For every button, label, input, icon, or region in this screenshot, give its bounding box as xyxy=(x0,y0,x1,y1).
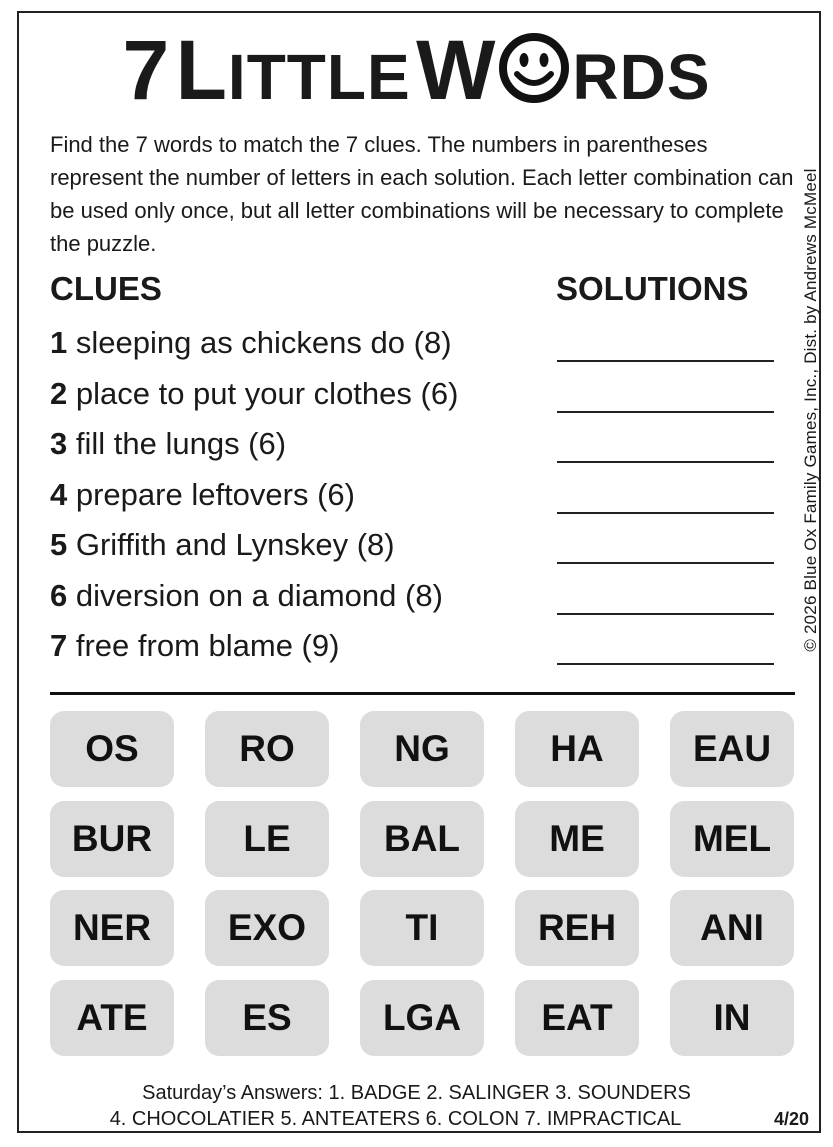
letter-tile[interactable]: ATE xyxy=(50,980,174,1056)
title-w: W xyxy=(416,23,497,117)
clue-text: diversion on a diamond (8) xyxy=(67,577,443,613)
puzzle-date: 4/20 xyxy=(774,1109,810,1129)
letter-tile[interactable]: NG xyxy=(360,711,484,787)
clue-text: Griffith and Lynskey (8) xyxy=(67,527,395,562)
letter-tile[interactable]: HA xyxy=(515,711,639,787)
divider xyxy=(50,692,795,695)
letter-tile[interactable]: LE xyxy=(205,801,329,877)
solution-blank-4[interactable] xyxy=(557,512,774,514)
letter-tile[interactable]: ME xyxy=(515,801,639,877)
clue-4 xyxy=(50,477,355,513)
clue-number: 5 xyxy=(50,527,68,562)
solution-blank-3[interactable] xyxy=(557,461,774,463)
clue-3 xyxy=(50,426,286,462)
answers-line-2: 4. CHOCOLATIER 5. ANTEATERS 6. COLON 7. IMPRACTICAL xyxy=(109,1108,682,1130)
letter-tile[interactable]: ES xyxy=(205,980,329,1056)
letter-tile[interactable]: EXO xyxy=(205,890,329,966)
letter-tile[interactable]: EAU xyxy=(670,711,794,787)
clue-number: 2 xyxy=(50,375,68,411)
clue-6 xyxy=(50,578,443,614)
clues-heading: CLUES xyxy=(50,270,162,307)
letter-tile[interactable]: REH xyxy=(515,890,639,966)
title-digit: 7 xyxy=(122,23,171,117)
copyright-credit: © 2026 Blue Ox Family Games, Inc., Dist. by Andrews McMeel xyxy=(801,168,820,652)
smiley-face-icon xyxy=(498,32,570,104)
clue-number: 1 xyxy=(50,325,68,360)
clue-text: prepare leftovers (6) xyxy=(67,476,355,512)
answers-line-1: Saturday’s Answers: 1. BADGE 2. SALINGER 3. SOUNDERS xyxy=(142,1082,691,1104)
puzzle-title xyxy=(0,23,833,117)
instructions: Find the 7 words to match the 7 clues. The numbers in parentheses represent the number of letters in each solution. Each letter combination can be used only once, but all letter combinations will be necessary to complete the puzzle. xyxy=(50,132,794,256)
letter-tile[interactable]: BAL xyxy=(360,801,484,877)
letter-tile[interactable]: LGA xyxy=(360,980,484,1056)
letter-tile[interactable]: ANI xyxy=(670,890,794,966)
solution-blank-5[interactable] xyxy=(557,562,774,564)
clue-text: place to put your clothes (6) xyxy=(67,375,459,411)
previous-answers xyxy=(0,1080,833,1132)
solution-blank-6[interactable] xyxy=(557,613,774,615)
clue-text: free from blame (9) xyxy=(67,628,340,663)
clue-7 xyxy=(50,628,339,664)
clue-text: fill the lungs (6) xyxy=(67,426,287,461)
clue-2 xyxy=(50,376,458,412)
solution-blank-7[interactable] xyxy=(557,663,774,665)
solutions-heading: SOLUTIONS xyxy=(556,270,749,307)
letter-tile[interactable]: NER xyxy=(50,890,174,966)
letter-tile[interactable]: TI xyxy=(360,890,484,966)
clue-number: 7 xyxy=(50,628,68,663)
letter-tile[interactable]: RO xyxy=(205,711,329,787)
clue-number: 4 xyxy=(50,476,68,512)
letter-tile[interactable]: EAT xyxy=(515,980,639,1056)
title-ittle: ITTLE xyxy=(227,41,411,113)
letter-tile[interactable]: BUR xyxy=(50,801,174,877)
clue-number: 3 xyxy=(50,426,68,461)
letter-tile[interactable]: IN xyxy=(670,980,794,1056)
clue-text: sleeping as chickens do (8) xyxy=(67,325,452,360)
title-rds: RDS xyxy=(572,41,711,113)
solution-blank-2[interactable] xyxy=(557,411,774,413)
clue-5 xyxy=(50,527,395,563)
letter-tile[interactable]: OS xyxy=(50,711,174,787)
title-l: L xyxy=(175,23,228,117)
clue-number: 6 xyxy=(50,577,68,613)
solution-blank-1[interactable] xyxy=(557,360,774,362)
clue-1 xyxy=(50,325,452,361)
letter-tile[interactable]: MEL xyxy=(670,801,794,877)
